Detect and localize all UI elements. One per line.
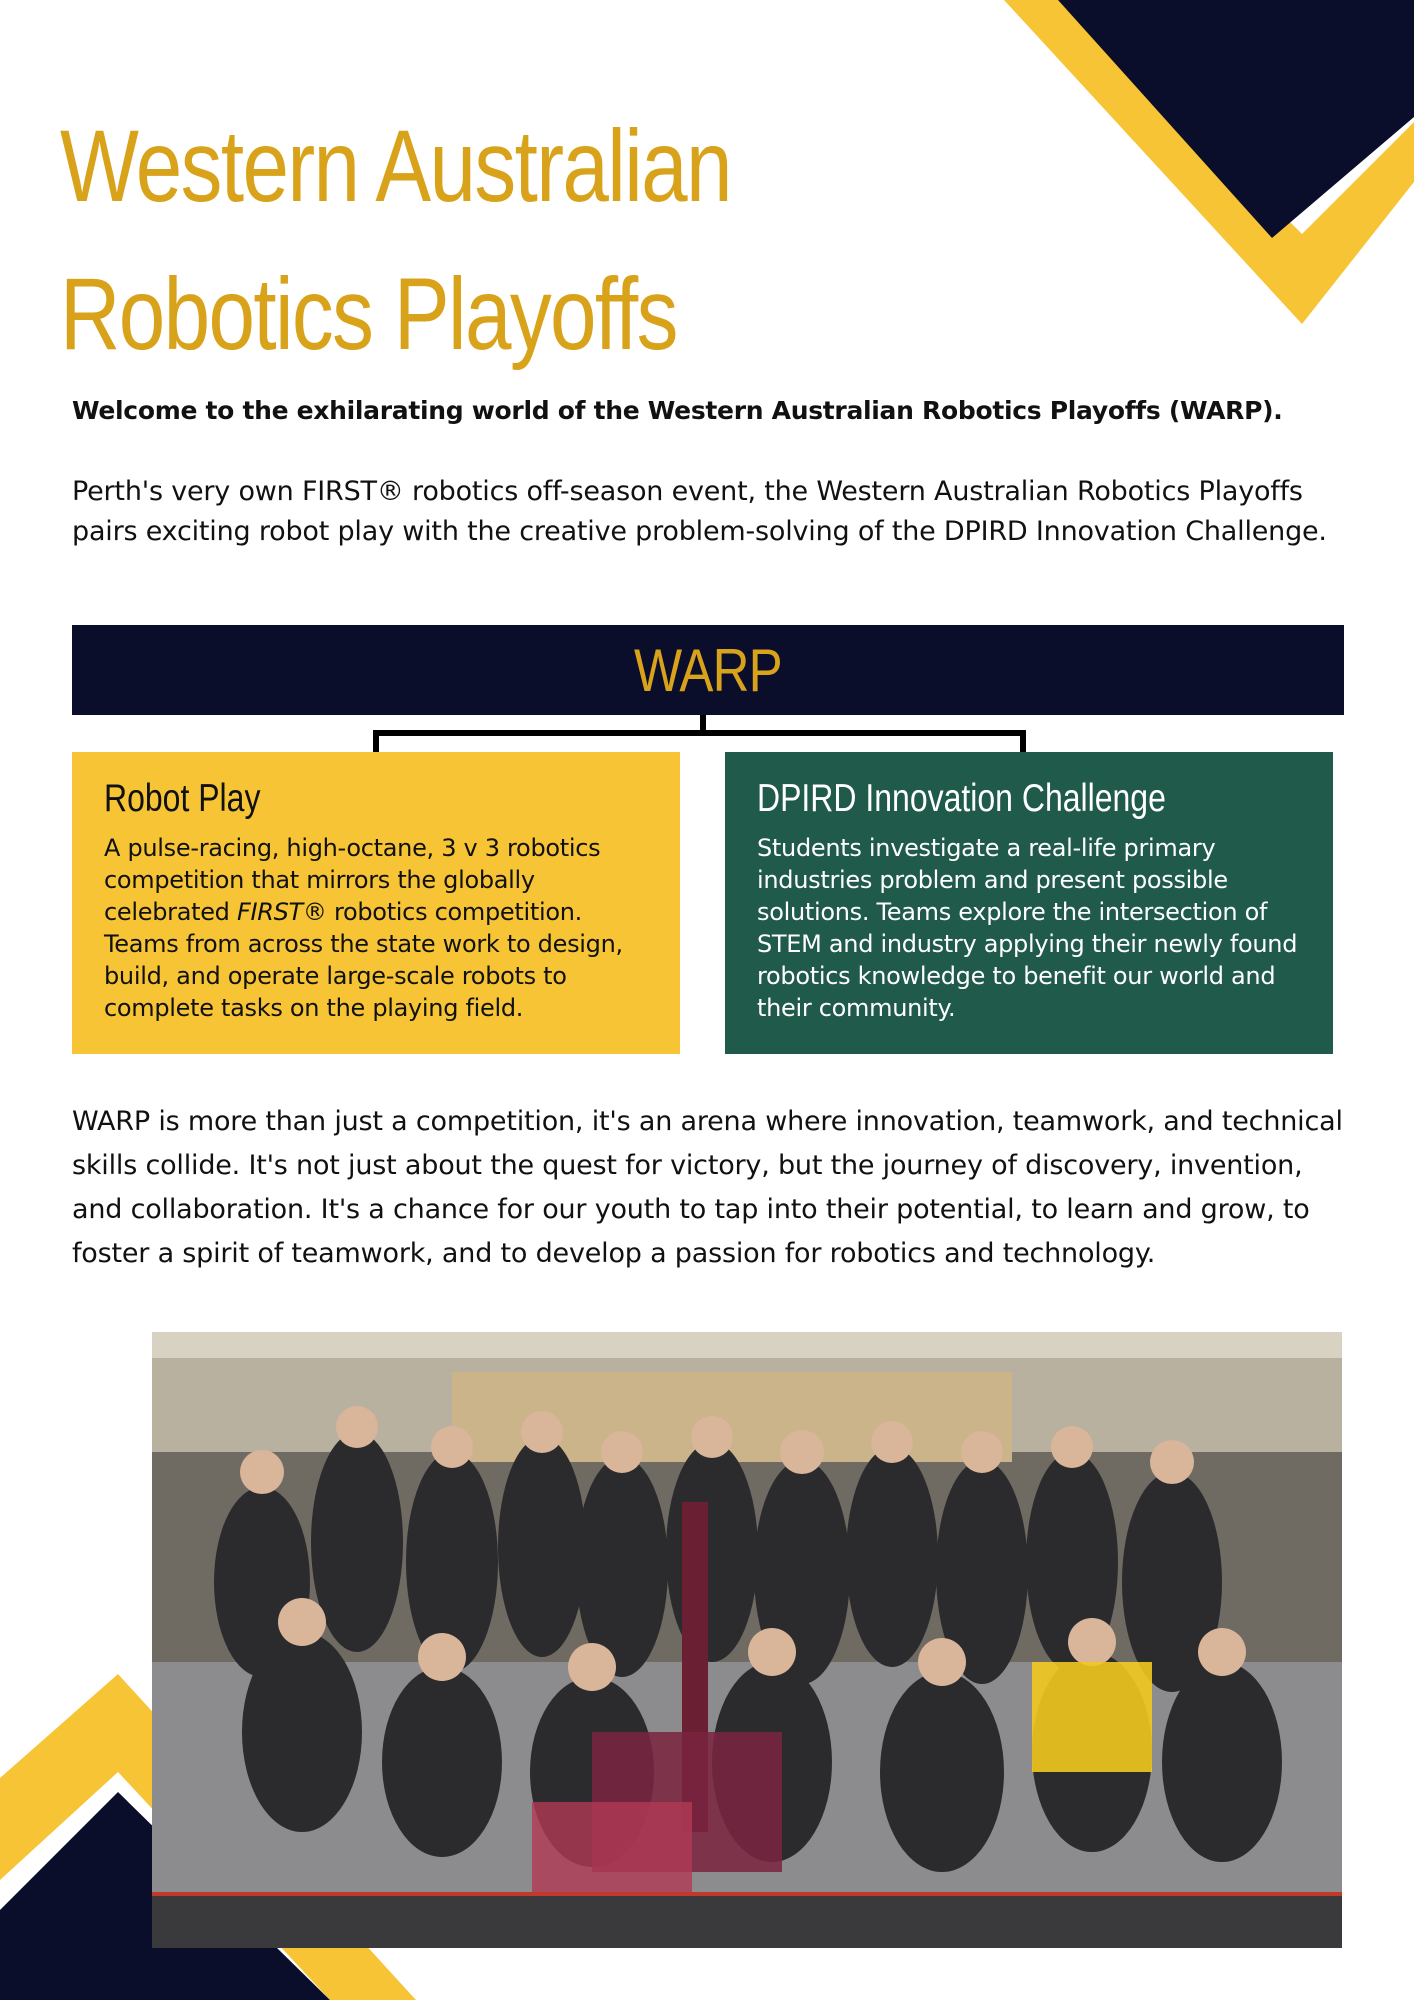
robot-play-text-1: A pulse-racing, high-octane, 3 v 3 robotics competition that mirrors the globally celebrated: [104, 834, 601, 926]
outro-paragraph: WARP is more than just a competition, it's an arena where innovation, teamwork, and technical skills collide. It's not just about the quest for victory, but the journey of discovery, invention, and collaboration. It's a chance for our youth to tap into their potential, to learn and grow, to foster a spirit of teamwork, and to develop a passion for robotics and technology.: [72, 1106, 1343, 1269]
robot-play-text-emph: FIRST: [236, 898, 303, 926]
team-group-photo: [152, 1332, 1342, 1948]
page-title: [60, 92, 798, 388]
intro-paragraph: Perth's very own FIRST® robotics off-season event, the Western Australian Robotics Playoffs pairs exciting robot play with the creative problem-solving of the DPIRD Innovation Challenge.: [72, 476, 1327, 547]
warp-title: WARP: [634, 636, 782, 704]
robot-play-text: [104, 832, 648, 1024]
dpird-challenge-text: Students investigate a real-life primary industries problem and present possible solutions. Teams explore the intersection of STEM and industry applying their newly found robotics knowledge to benefit our world and their community.: [757, 834, 1298, 1022]
lead-paragraph: Welcome to the exhilarating world of the Western Australian Robotics Playoffs (WARP).: [72, 396, 1283, 425]
robot-play-card: [72, 752, 680, 1054]
dpird-challenge-card: [725, 752, 1333, 1054]
title-line-1: Western Australian: [60, 109, 731, 223]
dpird-challenge-title: DPIRD Innovation Challenge: [757, 777, 1166, 820]
warp-header-bar: [72, 625, 1344, 715]
title-line-2: Robotics Playoffs: [60, 257, 677, 371]
robot-play-text-2: ® robotics competition. Teams from across the state work to design, build, and operate large-scale robots to complete tasks on the playing field.: [104, 898, 623, 1022]
robot-play-title: Robot Play: [104, 777, 261, 820]
